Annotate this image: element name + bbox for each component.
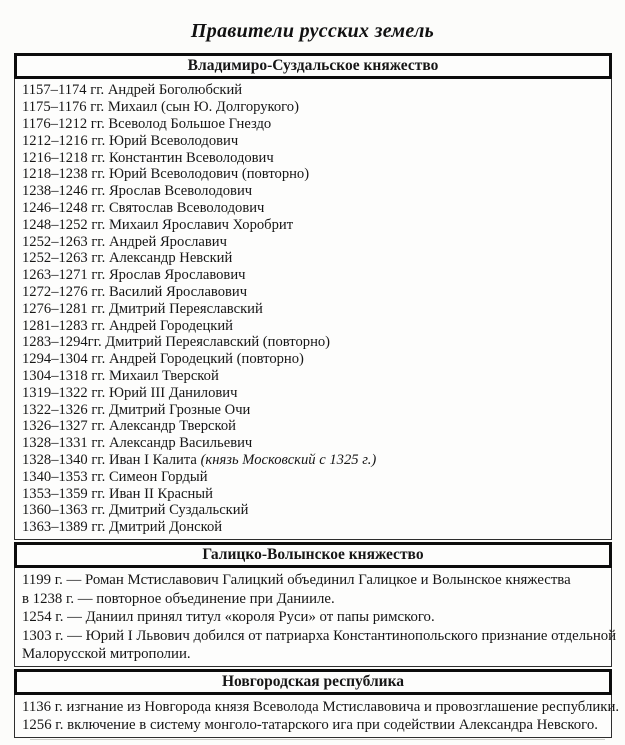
- ruler-row: 1252–1263 гг. Александр Невский: [22, 250, 233, 267]
- ruler-row: 1246–1248 гг. Святослав Всеволодович: [22, 199, 265, 216]
- ruler-row: 1353–1359 гг. Иван II Красный: [22, 485, 213, 502]
- ruler-row: 1322–1326 гг. Дмитрий Грозные Очи: [22, 401, 251, 418]
- ruler-row: 1319–1322 гг. Юрий III Данилович: [22, 384, 238, 401]
- event-row: 1254 г. — Даниил принял титул «короля Руси» от папы римского.: [22, 609, 435, 626]
- ruler-row: 1294–1304 гг. Андрей Городецкий (повторно): [22, 351, 304, 368]
- ruler-row: 1248–1252 гг. Михаил Ярославич Хоробрит: [22, 216, 294, 233]
- ruler-row: 1304–1318 гг. Михаил Тверской: [22, 367, 219, 384]
- section-header-galicia-volhynia: Галицко-Волынское княжество: [14, 542, 612, 568]
- page-title: Правители русских земель: [190, 20, 435, 43]
- section-vladimir-suzdal: [14, 53, 612, 540]
- ruler-row: 1283–1294гг. Дмитрий Переяславский (повторно): [22, 334, 331, 351]
- ruler-row: 1340–1353 гг. Симеон Гордый: [22, 468, 208, 485]
- ruler-row: 1218–1238 гг. Юрий Всеволодович (повторно): [22, 166, 310, 183]
- ruler-row: 1360–1363 гг. Дмитрий Суздальский: [22, 502, 249, 519]
- ruler-row: 1276–1281 гг. Дмитрий Переяславский: [22, 300, 263, 317]
- section-novgorod: [14, 669, 620, 738]
- event-row: 1256 г. включение в систему монголо-татарского ига при содействии Александра Невского.: [22, 716, 598, 733]
- ruler-row: 1216–1218 гг. Константин Всеволодович: [22, 149, 274, 166]
- section-body-vladimir-suzdal: [14, 79, 612, 540]
- ruler-row: 1157–1174 гг. Андрей Боголюбский: [22, 82, 243, 99]
- ruler-row: 1328–1331 гг. Александр Васильевич: [22, 435, 253, 452]
- event-row: 1136 г. изгнание из Новгорода князя Всеволода Мстиславовича и провозглашение республики.: [22, 698, 620, 715]
- ruler-row: 1281–1283 гг. Андрей Городецкий: [22, 317, 233, 334]
- rulers-table: [14, 53, 620, 739]
- section-body-galicia-volhynia: [14, 568, 617, 667]
- ruler-row: 1175–1176 гг. Михаил (сын Ю. Долгорукого): [22, 99, 299, 116]
- ruler-row: 1252–1263 гг. Андрей Ярославич: [22, 233, 227, 250]
- next-table-edge: [30, 739, 605, 740]
- section-galicia-volhynia: [14, 542, 617, 667]
- section-header-vladimir-suzdal: Владимиро-Суздальское княжество: [14, 53, 612, 79]
- ruler-row: 1263–1271 гг. Ярослав Ярославович: [22, 267, 246, 284]
- ruler-row: 1328–1340 гг. Иван I Калита (князь Московский с 1325 г.): [22, 451, 377, 468]
- ruler-row: 1363–1389 гг. Дмитрий Донской: [22, 519, 223, 536]
- event-row: 1303 г. — Юрий I Львович добился от патриарха Константинопольского признание отдельной: [22, 627, 617, 644]
- ruler-row: 1272–1276 гг. Василий Ярославович: [22, 283, 248, 300]
- event-row: в 1238 г. — повторное объединение при Данииле.: [22, 590, 335, 607]
- ruler-row: 1212–1216 гг. Юрий Всеволодович: [22, 132, 239, 149]
- ruler-row: 1326–1327 гг. Александр Тверской: [22, 418, 236, 435]
- event-row: 1199 г. — Роман Мстиславович Галицкий объединил Галицкое и Волынское княжества: [22, 571, 571, 588]
- section-body-novgorod: [14, 695, 620, 738]
- ruler-row: 1176–1212 гг. Всеволод Большое Гнездо: [22, 115, 272, 132]
- section-header-novgorod: Новгородская республика: [14, 669, 612, 695]
- event-row: Малорусской митрополии.: [22, 646, 191, 663]
- ruler-row: 1238–1246 гг. Ярослав Всеволодович: [22, 183, 253, 200]
